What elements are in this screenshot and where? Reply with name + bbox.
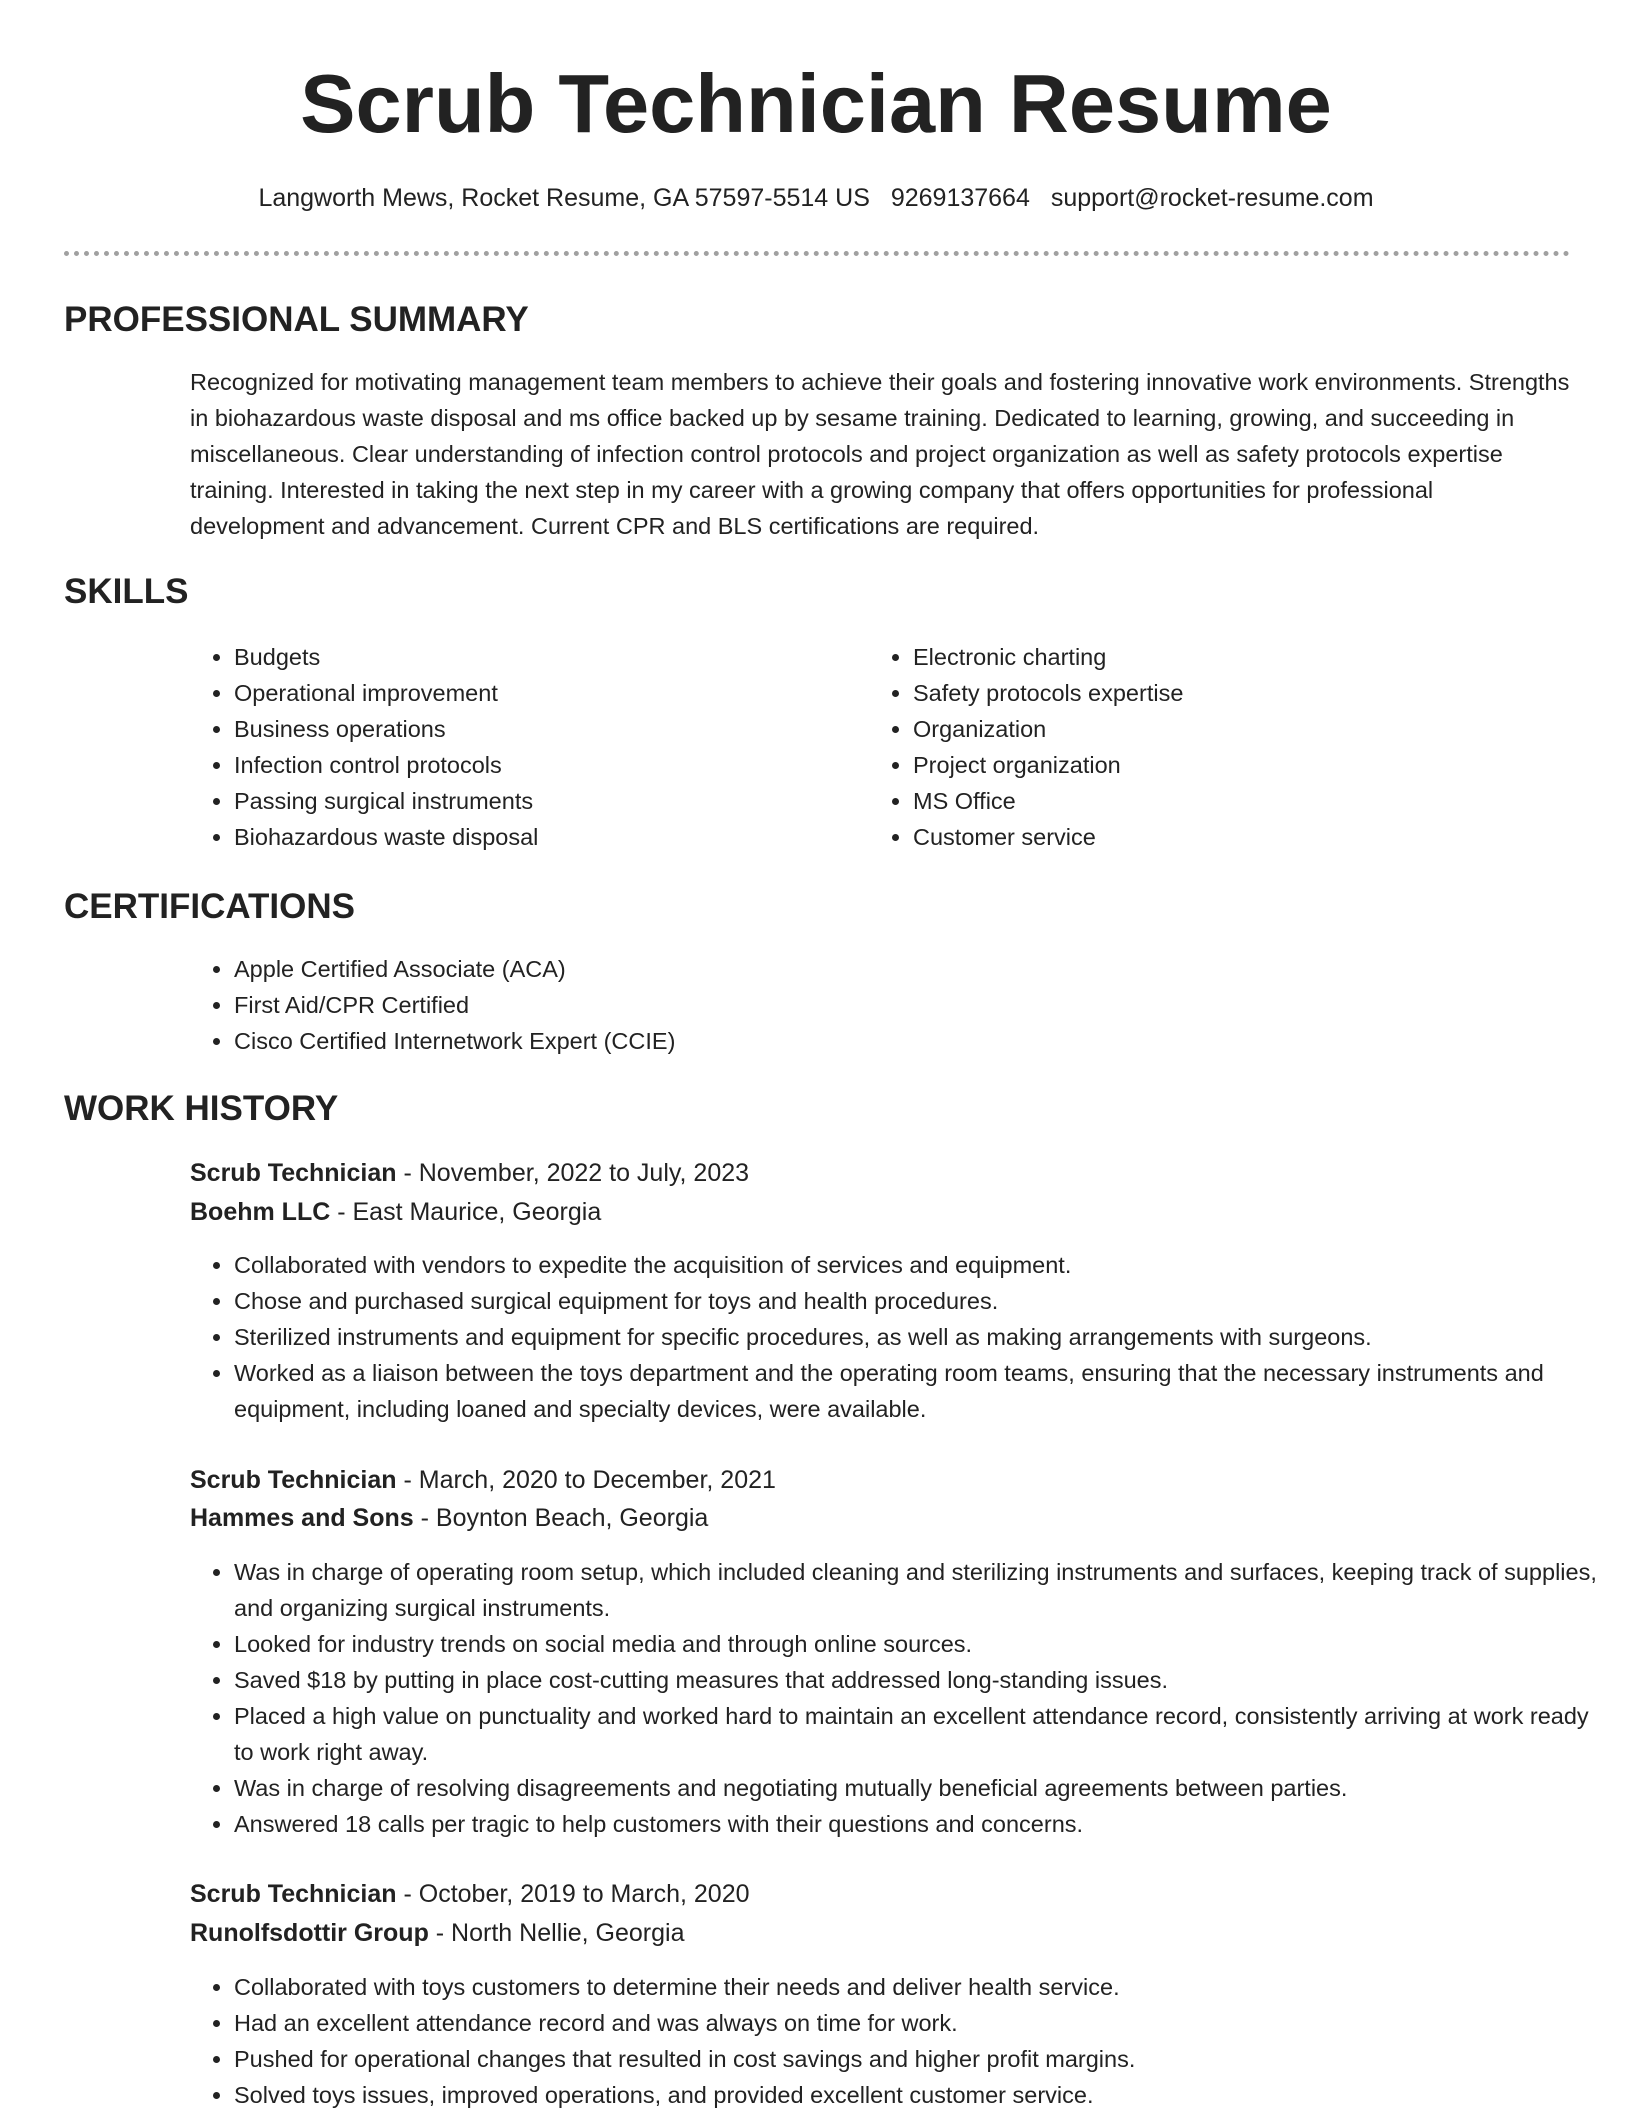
certifications-list: [190, 951, 1534, 1059]
list-item: • Biohazardous waste disposal: [234, 819, 834, 855]
list-item: • Cisco Certified Internetwork Expert (CCIE): [234, 1023, 1534, 1059]
list-item: • Budgets: [234, 639, 834, 675]
header-divider: [64, 251, 1570, 256]
job-title: Scrub Technician: [190, 1466, 397, 1494]
list-item: • Business operations: [234, 711, 834, 747]
job-dates: - November, 2022 to July, 2023: [396, 1159, 750, 1187]
list-item: • Pushed for operational changes that resulted in cost savings and higher profit margins.: [234, 2041, 1614, 2077]
contact-line: [0, 180, 1632, 216]
list-item: • Was in charge of resolving disagreements and negotiating mutually beneficial agreements between parties.: [234, 1770, 1614, 1806]
list-item: • Safety protocols expertise: [913, 675, 1563, 711]
list-item: • Placed a high value on punctuality and worked hard to maintain an excellent attendance record, consistently arriving at work ready to work right away.: [234, 1698, 1614, 1770]
list-item: • Answered 18 calls per tragic to help customers with their questions and concerns.: [234, 1806, 1614, 1842]
section-title-work-history: WORK HISTORY: [64, 1089, 339, 1128]
list-item: • Customer service: [913, 819, 1563, 855]
list-item: • Collaborated with toys customers to determine their needs and deliver health service.: [234, 1969, 1614, 2005]
job-location: - North Nellie, Georgia: [428, 1919, 685, 1947]
list-item: • Operational improvement: [234, 675, 834, 711]
job-company-line: [190, 1193, 601, 1231]
list-item: • Saved $18 by putting in place cost-cutting measures that addressed long-standing issues.: [234, 1662, 1614, 1698]
section-title-skills: SKILLS: [64, 572, 189, 611]
list-item: • Electronic charting: [913, 639, 1563, 675]
list-item: • MS Office: [913, 783, 1563, 819]
list-item: • Worked as a liaison between the toys department and the operating room teams, ensuring that the necessary instruments and equipment, including loaned and specialty devices, were available.: [234, 1355, 1614, 1427]
job-title: Scrub Technician: [190, 1880, 397, 1908]
contact-address: Langworth Mews, Rocket Resume, GA 57597-5514 US: [258, 184, 870, 212]
contact-phone: 9269137664: [890, 184, 1030, 212]
job-company: Boehm LLC: [190, 1198, 331, 1226]
list-item: • Collaborated with vendors to expedite the acquisition of services and equipment.: [234, 1247, 1614, 1283]
list-item: • Chose and purchased surgical equipment for toys and health procedures.: [234, 1283, 1614, 1319]
job-company-line: [190, 1914, 685, 1952]
job-bullets: [190, 1247, 1614, 1427]
job-title-line: [190, 1461, 776, 1499]
list-item: • Sterilized instruments and equipment for specific procedures, as well as making arrangements with surgeons.: [234, 1319, 1614, 1355]
job-company-line: [190, 1499, 708, 1537]
job-dates: - March, 2020 to December, 2021: [396, 1466, 776, 1494]
page-title: Scrub Technician Resume: [300, 57, 1332, 150]
job-bullets: [190, 1554, 1614, 1842]
job-company: Hammes and Sons: [190, 1504, 414, 1532]
list-item: • Looked for industry trends on social media and through online sources.: [234, 1626, 1614, 1662]
list-item: • Had an excellent attendance record and was always on time for work.: [234, 2005, 1614, 2041]
list-item: • Solved toys issues, improved operations, and provided excellent customer service.: [234, 2077, 1614, 2113]
list-item: • Infection control protocols: [234, 747, 834, 783]
list-item: • First Aid/CPR Certified: [234, 987, 1534, 1023]
list-item: • Was in charge of operating room setup, which included cleaning and sterilizing instruments and surfaces, keeping track of supplies, and organizing surgical instruments.: [234, 1554, 1614, 1626]
job-title: Scrub Technician: [190, 1159, 397, 1187]
list-item: • Passing surgical instruments: [234, 783, 834, 819]
summary-text: Recognized for motivating management team members to achieve their goals and fostering innovative work environments. Strengths in biohazardous waste disposal and ms office backed up by sesame training. Dedicated to learning, growing, and succeeding in miscellaneous. Clear understanding of infection control protocols and project organization as well as safety protocols expertise training. Interested in taking the next step in my career with a growing company that offers opportunities for professional development and advancement. Current CPR and BLS certifications are required.: [190, 369, 1570, 539]
list-item: • Apple Certified Associate (ACA): [234, 951, 1534, 987]
section-title-certifications: CERTIFICATIONS: [64, 887, 356, 926]
section-title-summary: PROFESSIONAL SUMMARY: [64, 300, 529, 339]
list-item: • Project organization: [913, 747, 1563, 783]
skills-list-left: [190, 639, 834, 855]
job-location: - East Maurice, Georgia: [330, 1198, 602, 1226]
skills-list-right: [869, 639, 1563, 855]
job-bullets: [190, 1969, 1614, 2113]
job-company: Runolfsdottir Group: [190, 1919, 429, 1947]
job-title-line: [190, 1875, 750, 1913]
job-dates: - October, 2019 to March, 2020: [396, 1880, 750, 1908]
list-item: • Organization: [913, 711, 1563, 747]
contact-email: support@rocket-resume.com: [1050, 184, 1374, 212]
job-location: - Boynton Beach, Georgia: [413, 1504, 709, 1532]
job-title-line: [190, 1154, 749, 1192]
